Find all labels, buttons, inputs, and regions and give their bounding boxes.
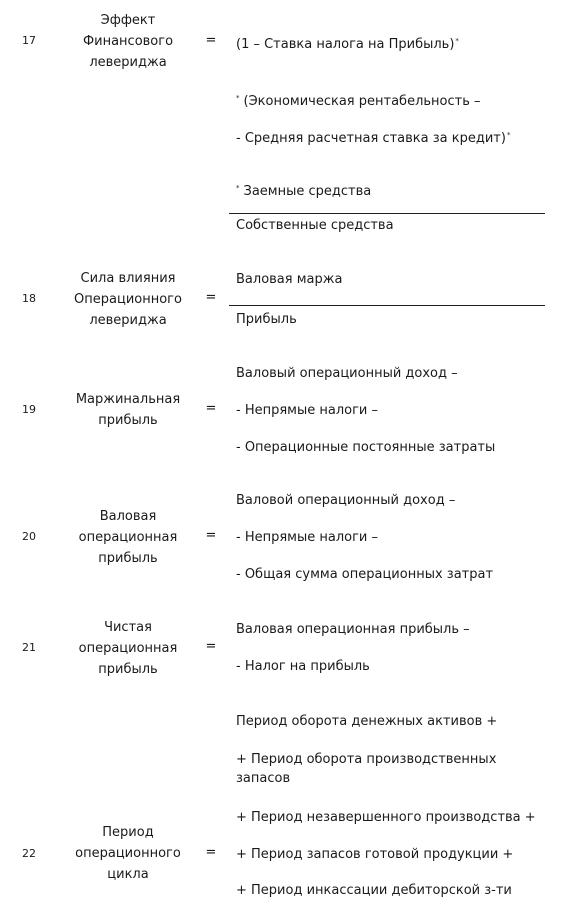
- indicator-name-line: левериджа: [89, 55, 167, 70]
- indicator-name: [58, 617, 198, 680]
- indicator-name-line: Чистая: [104, 620, 152, 635]
- indicator-name-line: прибыль: [98, 551, 158, 566]
- formula-numerator: Валовая маржа: [236, 272, 343, 287]
- formula-line: - Непрямые налоги –: [236, 530, 379, 545]
- formula-line: - Налог на прибыль: [236, 659, 370, 674]
- formula-text: (Экономическая рентабельность –: [243, 94, 481, 109]
- equals-sign: =: [205, 845, 217, 860]
- equals-sign: =: [205, 401, 217, 416]
- equals-sign: =: [205, 639, 217, 654]
- multiply-sign: *: [236, 184, 240, 192]
- fraction-bar: [229, 305, 545, 306]
- multiply-sign: *: [506, 131, 511, 139]
- row-number: 22: [22, 847, 36, 860]
- formula-line: Валовой операционный доход –: [236, 493, 456, 508]
- multiply-sign: *: [236, 94, 240, 102]
- equals-sign: =: [205, 528, 217, 543]
- formula-line: + Период инкассации дебиторской з-ти: [236, 883, 512, 898]
- indicator-name: [58, 268, 198, 331]
- indicator-name-line: операционного: [75, 846, 181, 861]
- indicator-name-line: Сила влияния: [80, 271, 176, 286]
- equals-sign: =: [205, 33, 217, 48]
- formula-denominator: Собственные средства: [236, 218, 394, 233]
- indicator-name-line: левериджа: [89, 313, 167, 328]
- formula-line: Валовая операционная прибыль –: [236, 622, 470, 637]
- multiply-sign: *: [455, 37, 459, 45]
- equals-sign: =: [205, 290, 217, 305]
- formula-line: Период оборота денежных активов +: [236, 714, 498, 729]
- indicator-name: [58, 822, 198, 885]
- indicator-name-line: Операционного: [74, 292, 182, 307]
- indicator-name-line: цикла: [107, 867, 149, 882]
- row-number: 19: [22, 403, 36, 416]
- indicator-name-line: прибыль: [98, 662, 158, 677]
- formula-numerator: [236, 179, 371, 201]
- formula-line: - Операционные постоянные затраты: [236, 440, 496, 455]
- indicator-name-line: операционная: [78, 530, 178, 545]
- indicator-name-line: Валовая: [99, 509, 157, 524]
- formula-line: + Период запасов готовой продукции +: [236, 847, 514, 862]
- indicator-name-line: Маржинальная: [75, 392, 181, 407]
- formula-line: Валовый операционный доход –: [236, 366, 458, 381]
- row-number: 18: [22, 292, 36, 305]
- row-number: 21: [22, 641, 36, 654]
- indicator-name-line: операционная: [78, 641, 178, 656]
- indicator-name-line: Финансового: [82, 34, 174, 49]
- formula-line: - Непрямые налоги –: [236, 403, 379, 418]
- indicator-name-line: Эффект: [100, 13, 156, 28]
- formula-line: [236, 89, 481, 111]
- formula-line: [236, 32, 459, 54]
- formula-line: + Период незавершенного производства +: [236, 810, 536, 825]
- formula-line: - Общая сумма операционных затрат: [236, 567, 494, 582]
- formula-line: [236, 126, 510, 148]
- formula-denominator: Прибыль: [236, 312, 297, 327]
- formula-text: (1 – Ставка налога на Прибыль): [236, 37, 455, 52]
- formula-line: + Период оборота производственных запасов: [236, 752, 497, 786]
- formula-text: - Средняя расчетная ставка за кредит): [236, 131, 506, 146]
- indicator-name: [58, 389, 198, 431]
- indicator-name: [58, 10, 198, 73]
- formula-text: Заемные средства: [243, 184, 372, 199]
- indicator-name: [58, 506, 198, 569]
- indicator-name-line: прибыль: [98, 413, 158, 428]
- row-number: 20: [22, 530, 36, 543]
- indicator-name-line: Период: [102, 825, 154, 840]
- fraction-bar: [229, 213, 545, 214]
- row-number: 17: [22, 34, 36, 47]
